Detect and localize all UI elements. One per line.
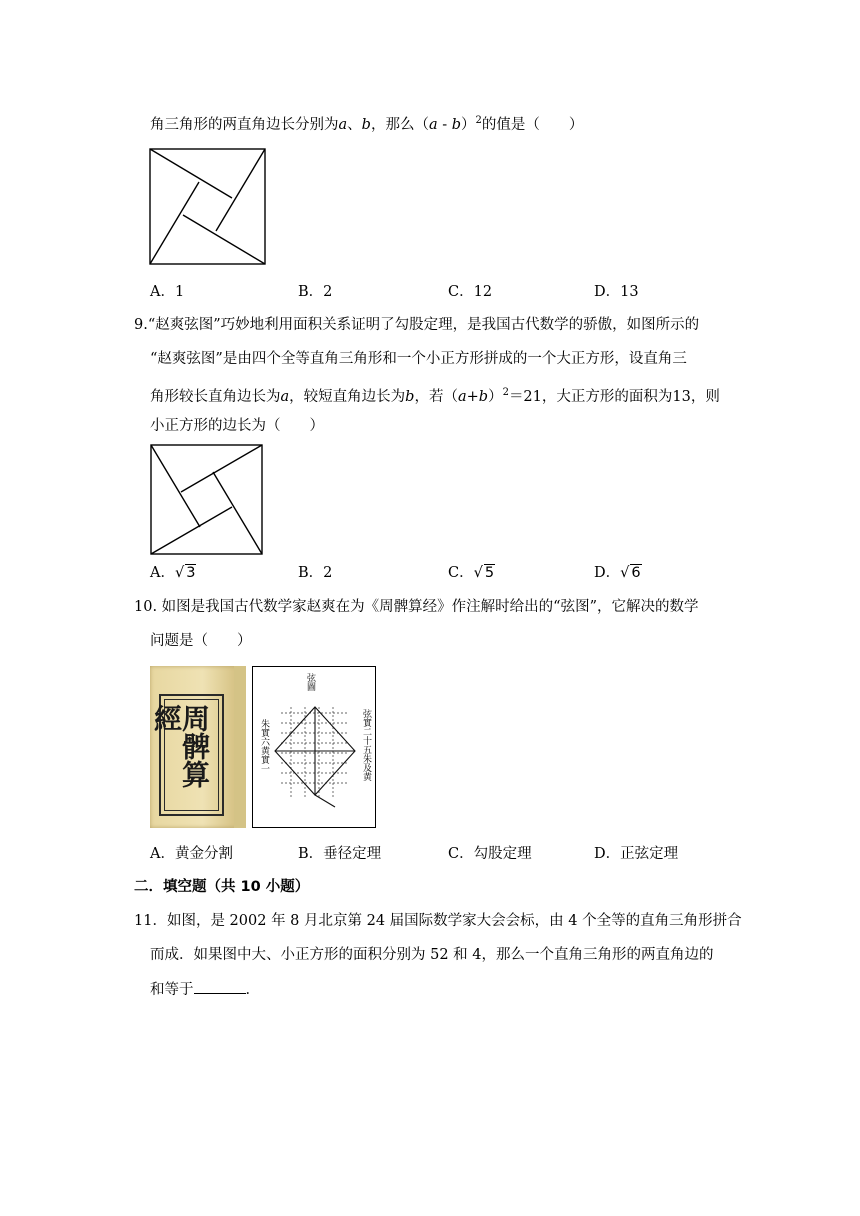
- q9-text: ）: [488, 388, 503, 405]
- diagram-title: 弦圖: [305, 673, 315, 691]
- var-b: b: [405, 388, 415, 405]
- q9-stem-line4: 小正方形的边长为（ ）: [150, 418, 324, 434]
- option-label: C．: [448, 565, 474, 581]
- q9-text: ，若（: [414, 388, 458, 405]
- exponent: 2: [502, 387, 509, 398]
- option-label: A．: [150, 565, 175, 581]
- q8-option-a[interactable]: A．1: [150, 284, 185, 300]
- minus-sign: -: [437, 116, 452, 133]
- q10-option-c[interactable]: C．勾股定理: [448, 846, 532, 862]
- q9-stem-line1: 9.“赵爽弦图”巧妙地利用面积关系证明了勾股定理，是我国古代数学的骄傲，如图所示的: [134, 317, 700, 333]
- var-a: a: [338, 116, 348, 133]
- radicand: 3: [186, 565, 196, 581]
- diagram-left-text: 朱實六黄實一: [259, 719, 269, 773]
- q9-option-b[interactable]: B．2: [298, 565, 333, 581]
- radicand: 6: [631, 565, 641, 581]
- q8-sep: 、: [347, 116, 362, 133]
- q9-option-a[interactable]: [150, 563, 196, 583]
- q10-stem-line1: 10. 如图是我国古代数学家赵爽在为《周髀算经》作注解时给出的“弦图”，它解决的数学: [134, 599, 699, 615]
- q11-stem-line3: [150, 979, 260, 1000]
- q11-stem-line2: 而成．如果图中大、小正方形的面积分别为 52 和 4，那么一个直角三角形的两直角边的: [150, 947, 714, 963]
- diagram-geometry: [271, 703, 359, 811]
- sqrt-icon: √ 6: [620, 565, 641, 581]
- diagram-right-text: 弦實二十五朱及黄: [361, 709, 371, 781]
- section-heading: 二．填空题（共 10 小题）: [134, 879, 310, 895]
- q8-option-d[interactable]: D．13: [594, 284, 639, 300]
- q10-option-b[interactable]: B．垂径定理: [298, 846, 382, 862]
- zhoubi-book-cover-image: [150, 666, 246, 828]
- q8-option-b[interactable]: B．2: [298, 284, 333, 300]
- q8-stem: [150, 111, 583, 135]
- q9-stem-line3: [150, 383, 720, 407]
- book-title: 周髀算經: [150, 704, 211, 788]
- q9-option-d[interactable]: [594, 563, 642, 583]
- answer-blank[interactable]: [194, 979, 246, 994]
- q9-stem-line2: “赵爽弦图”是由四个全等直角三角形和一个小正方形拼成的一个大正方形，设直角三: [150, 351, 687, 367]
- q8-pinwheel-figure: [149, 148, 267, 266]
- xian-tu-diagram: [252, 666, 376, 828]
- radicand: 5: [484, 565, 495, 581]
- option-label: D．: [594, 565, 621, 581]
- q10-option-d[interactable]: D．正弦定理: [594, 846, 679, 862]
- q9-text: ＝21，大正方形的面积为13，则: [508, 388, 720, 405]
- q9-option-c[interactable]: [448, 563, 495, 583]
- q9-text: 角形较长直角边长为: [150, 388, 281, 405]
- var-b: b: [451, 116, 462, 133]
- q8-text: 的值是（ ）: [481, 116, 584, 133]
- var-a: a: [428, 116, 438, 133]
- q8-text: 角三角形的两直角边长分别为: [150, 116, 339, 133]
- var-a: a: [280, 388, 290, 405]
- q8-option-c[interactable]: C．12: [448, 284, 493, 300]
- sqrt-icon: √ 3: [174, 565, 196, 581]
- q10-option-a[interactable]: A．黄金分割: [150, 846, 233, 862]
- q8-text: ，那么（: [370, 116, 429, 133]
- q9-pinwheel-figure: [150, 444, 264, 556]
- q10-stem-line2: 问题是（ ）: [150, 633, 252, 649]
- var-b: b: [478, 388, 489, 405]
- var-b: b: [361, 116, 371, 133]
- q11-text: 和等于: [150, 982, 194, 998]
- q11-text: ．: [245, 982, 260, 998]
- exponent: 2: [475, 115, 482, 126]
- plus-sign: +: [466, 388, 479, 405]
- var-a: a: [457, 388, 467, 405]
- sqrt-icon: √ 5: [473, 565, 495, 581]
- q9-text: ，较短直角边长为: [289, 388, 406, 405]
- q11-stem-line1: 11．如图，是 2002 年 8 月北京第 24 届国际数学家大会会标，由 4 个全等的直角三角形拼合: [134, 913, 742, 929]
- q8-text: ）: [461, 116, 476, 133]
